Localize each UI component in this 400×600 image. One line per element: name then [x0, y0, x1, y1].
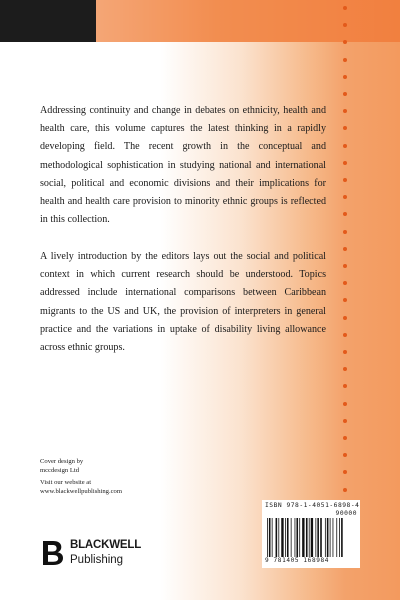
decor-dot [343, 161, 347, 165]
top-dark-band [0, 0, 96, 42]
decor-dot [343, 195, 347, 199]
price-code: 90000 [335, 510, 357, 517]
barcode-digits: 9 781405 168984 [265, 557, 330, 564]
decor-dot [343, 75, 347, 79]
decor-dot [343, 453, 347, 457]
cover-design-line-2: mccdesign Ltd [40, 466, 80, 474]
barcode-icon [265, 518, 357, 557]
decor-dot [343, 316, 347, 320]
website-credit [40, 479, 122, 496]
decor-dot [343, 6, 347, 10]
decor-dot [343, 264, 347, 268]
decor-dot [343, 402, 347, 406]
decor-dot [343, 247, 347, 251]
decor-dot [343, 109, 347, 113]
decor-dot [343, 230, 347, 234]
decor-dot [343, 281, 347, 285]
website-line-1: Visit our website at [40, 479, 92, 486]
publisher-name: BLACKWELL [70, 539, 142, 551]
top-orange-tint [96, 0, 400, 42]
blackwell-b-icon [40, 538, 66, 568]
decor-dot [343, 298, 347, 302]
decor-dot [343, 333, 347, 337]
decor-dot [343, 470, 347, 474]
barcode-panel [262, 500, 360, 568]
decor-dot [343, 40, 347, 44]
decor-dot [343, 126, 347, 130]
cover-design-line-1: Cover design by [40, 458, 84, 465]
cover-design-credit [40, 458, 83, 475]
publisher-imprint: Publishing [70, 554, 124, 566]
decor-dot [343, 384, 347, 388]
decor-dot [343, 144, 347, 148]
website-line-2: www.blackwellpublishing.com [40, 487, 122, 495]
blurb-paragraph-1: Addressing continuity and change in debates on ethnicity, health and health care, this volume captures the latest thinking in a rapidly developing field. The recent growth in the conceptual and methodological sophistication in studying national and international social, political and economic divisions and their implications for health and health care provision to minority ethnic groups is reflected in this collection. [40, 105, 326, 226]
decor-dot [343, 212, 347, 216]
decor-dot [343, 350, 347, 354]
decor-dot [343, 58, 347, 62]
isbn-text: ISBN 978-1-4051-6898-4 [265, 502, 360, 509]
decor-dot [343, 92, 347, 96]
decor-dot [343, 178, 347, 182]
decor-dot [343, 488, 347, 492]
blurb-paragraph-2: A lively introduction by the editors lays out the social and political context in which current research should be understood. Topics addressed include international comparisons between Caribbean migrants to the US and UK, the provision of interpreters in general practice and the variations in uptake of disability living allowance across ethnic groups. [40, 251, 326, 354]
decor-dot [343, 419, 347, 423]
decor-dot [343, 436, 347, 440]
decor-dot [343, 367, 347, 371]
